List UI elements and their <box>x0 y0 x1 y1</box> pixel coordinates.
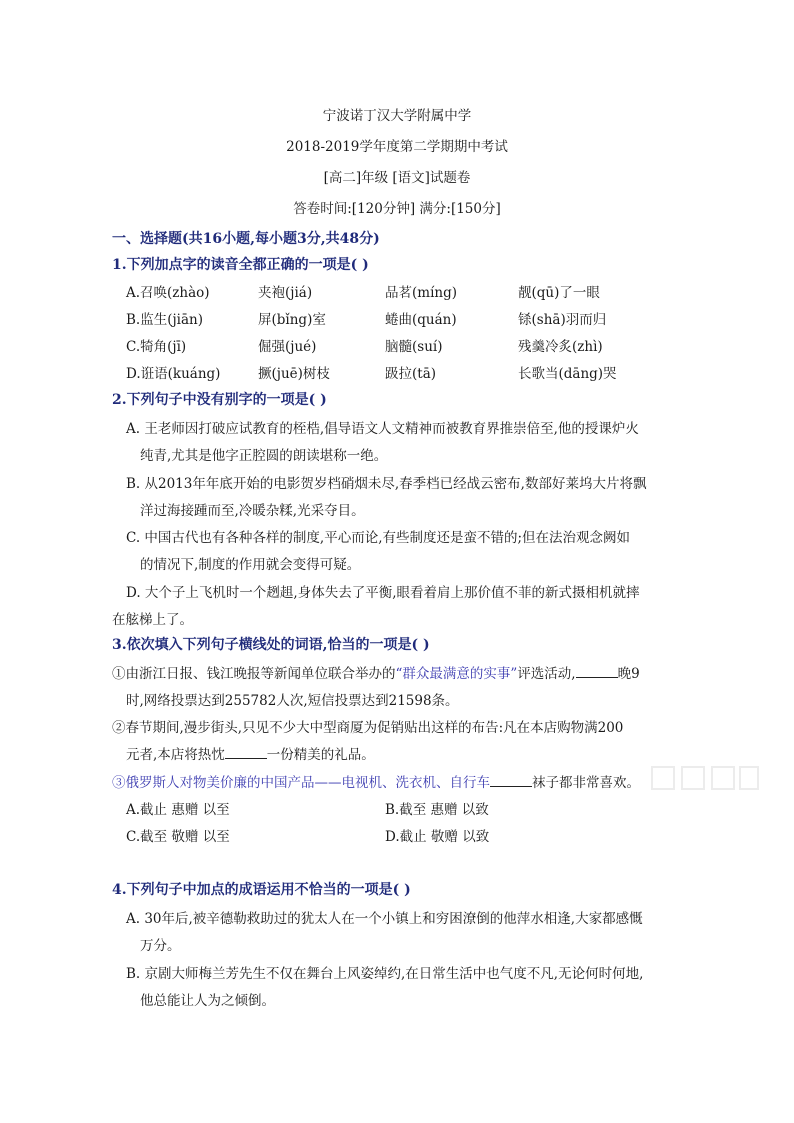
watermark-logo <box>650 763 760 799</box>
q3-s1-part3: 晚9 <box>617 666 640 682</box>
q3-s3-part2: 袜子都非常喜欢。 <box>532 775 640 791</box>
q3-option-c: C.截至 敬赠 以至 <box>126 829 230 845</box>
q2-option-a-line1: A. 王老师因打破应试教育的桎梏,倡导语文人文精神而被教育界推崇倍至,他的授课炉火 <box>126 421 639 437</box>
q4-option-a-line1: A. 30年后,被辛德勒救助过的犹太人在一个小镇上和穷困潦倒的他萍水相逢,大家都感慨 <box>126 911 643 927</box>
q3-blank-3 <box>490 774 532 787</box>
q1-b-4: 铩(shā)羽而归 <box>518 312 607 328</box>
time-score: 答卷时间:[120分钟] 满分:[150分] <box>293 201 501 217</box>
q1-b-2: 屏(bǐng)室 <box>258 312 326 328</box>
q1-d-3: 趿拉(tā) <box>385 366 437 382</box>
q1-c-2: 倔强(jué) <box>258 339 317 355</box>
q1-a-4: 靓(qū)了一眼 <box>518 285 600 301</box>
q1-a-3: 品茗(míng) <box>385 285 457 301</box>
q3-s2-part1: 元者,本店将热忱 <box>126 747 225 763</box>
q3-s1-part2: 评选活动, <box>517 666 576 682</box>
section-title: 一、选择题(共16小题,每小题3分,共48分) <box>112 231 380 247</box>
q3-s3-part1: ③俄罗斯人对物美价廉的中国产品——电视机、洗衣机、自行车 <box>112 775 490 791</box>
q3-sentence-2-line2 <box>126 743 375 763</box>
q3-option-d: D.截止 敬赠 以致 <box>385 829 490 845</box>
q3-blank-2 <box>225 746 267 759</box>
q1-b-1: B.监生(jiān) <box>126 312 203 328</box>
q1-b-3: 蜷曲(quán) <box>385 312 457 328</box>
q1-d-1: D.诳语(kuáng) <box>126 366 221 382</box>
q2-option-c-line1: C. 中国古代也有各种各样的制度,平心而论,有些制度还是蛮不错的;但在法治观念阙如 <box>126 530 631 546</box>
q3-s2-part2: 一份精美的礼品。 <box>266 747 375 763</box>
q4-option-a-line2: 万分。 <box>140 938 181 954</box>
watermark-graphic <box>650 763 760 793</box>
q3-option-a: A.截止 惠赠 以至 <box>126 802 230 818</box>
school-name: 宁波诺丁汉大学附属中学 <box>322 108 472 124</box>
q3-blank-1 <box>576 665 618 678</box>
q2-option-b-line2: 洋过海接踵而至,冷暖杂糅,光采夺目。 <box>140 503 365 519</box>
q2-option-b-line1: B. 从2013年年底开始的电影贺岁档硝烟未尽,春季档已经战云密布,数部好莱坞大片将飘 <box>126 476 647 492</box>
q4-option-b-line2: 他总能让人为之倾倒。 <box>140 993 275 1009</box>
q1-a-2: 夹袍(jiá) <box>258 285 313 301</box>
q3-s1-part1: ①由浙江日报、钱江晚报等新闻单位联合举办的 <box>112 666 396 682</box>
q3-sentence-1-line1 <box>112 662 640 682</box>
q2-option-d-line2: 在舷梯上了。 <box>112 612 193 628</box>
question-3-stem: 3.依次填入下列句子横线处的词语,恰当的一项是( ) <box>112 637 430 653</box>
q4-option-b-line1: B. 京剧大师梅兰芳先生不仅在舞台上风姿绰约,在日常生活中也气度不凡,无论何时何地, <box>126 966 644 982</box>
q2-option-c-line2: 的情况下,制度的作用就会变得可疑。 <box>140 557 361 573</box>
q3-s1-quote: “群众最满意的实事” <box>395 666 518 682</box>
q2-option-d-line1: D. 大个子上飞机时一个趔趄,身体失去了平衡,眼看着肩上那价值不菲的新式摄相机就摔 <box>126 585 640 601</box>
question-4-stem: 4.下列句子中加点的成语运用不恰当的一项是( ) <box>112 882 411 898</box>
q1-c-3: 脑髓(suí) <box>385 339 443 355</box>
exam-term: 2018-2019学年度第二学期期中考试 <box>286 139 508 155</box>
q3-sentence-3 <box>112 771 640 791</box>
q1-a-1: A.召唤(zhào) <box>126 285 210 301</box>
question-1-stem: 1.下列加点字的读音全都正确的一项是( ) <box>112 257 369 273</box>
q1-d-2: 撅(juē)树枝 <box>258 366 330 382</box>
q1-c-4: 残羹冷炙(zhì) <box>518 339 603 355</box>
question-2-stem: 2.下列句子中没有别字的一项是( ) <box>112 392 327 408</box>
q3-option-b: B.截至 惠赠 以致 <box>385 802 489 818</box>
q3-sentence-1-line2: 时,网络投票达到255782人次,短信投票达到21598条。 <box>126 693 459 709</box>
grade-subject: [高二]年级 [语文]试题卷 <box>323 170 471 186</box>
q3-sentence-2-line1: ②春节期间,漫步街头,只见不少大中型商厦为促销贴出这样的布告:凡在本店购物满200 <box>112 720 624 736</box>
q1-d-4: 长歌当(dāng)哭 <box>518 366 617 382</box>
q1-c-1: C.犄角(jī) <box>126 339 187 355</box>
q2-option-a-line2: 纯青,尤其是他字正腔圆的朗读堪称一绝。 <box>140 448 388 464</box>
